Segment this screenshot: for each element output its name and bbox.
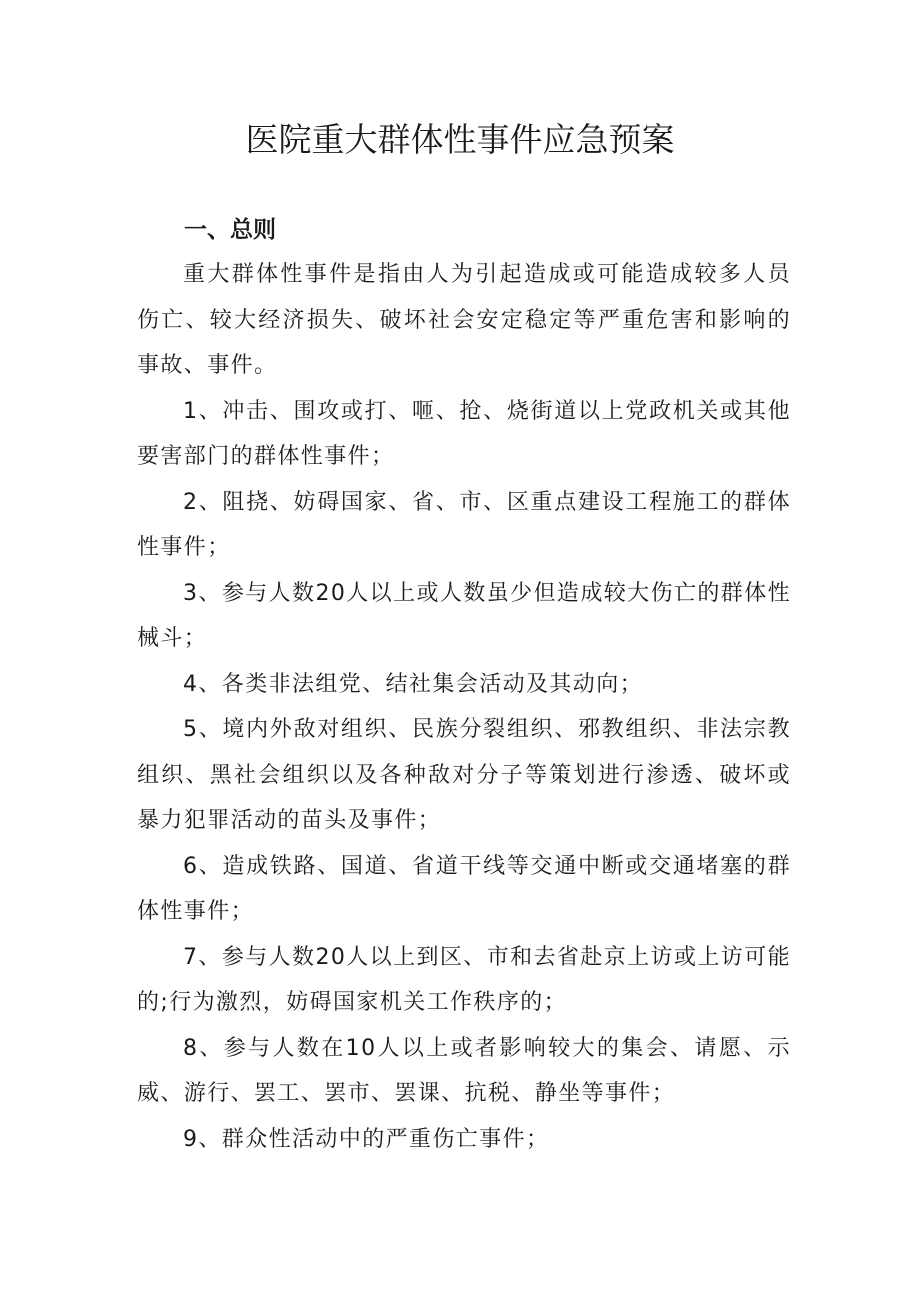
document-title: 医院重大群体性事件应急预案 — [245, 120, 675, 159]
list-item: 6、造成铁路、国道、省道干线等交通中断或交通堵塞的群体性事件； — [137, 853, 791, 924]
list-item: 3、参与人数20人以上或人数虽少但造成较大伤亡的群体性械斗； — [137, 580, 791, 651]
list-item: 9、群众性活动中的严重伤亡事件； — [183, 1126, 550, 1152]
list-item: 1、冲击、围攻或打、咂、抢、烧街道以上党政机关或其他要害部门的群体性事件； — [137, 398, 791, 469]
intro-paragraph: 重大群体性事件是指由人为引起造成或可能造成较多人员伤亡、较大经济损失、破坏社会安定稳定等严重危害和影响的事故、事件。 — [137, 262, 791, 378]
list-item: 2、阻挠、妨碍国家、省、市、区重点建设工程施工的群体性事件； — [137, 489, 791, 560]
section-heading: 一、总则 — [184, 217, 276, 243]
list-item: 5、境内外敌对组织、民族分裂组织、邪教组织、非法宗教组织、黑社会组织以及各种敌对分子等策划进行渗透、破坏或暴力犯罪活动的苗头及事件； — [137, 717, 791, 833]
document-body — [137, 252, 791, 1162]
list-item: 8、参与人数在10人以上或者影响较大的集会、请愿、示威、游行、罢工、罢市、罢课、抗税、静坐等事件； — [137, 1035, 791, 1106]
list-item: 7、参与人数20人以上到区、市和去省赴京上访或上访可能的;行为激烈，妨碍国家机关工作秩序的； — [137, 944, 791, 1015]
list-item: 4、各类非法组党、结社集会活动及其动向； — [183, 671, 643, 697]
